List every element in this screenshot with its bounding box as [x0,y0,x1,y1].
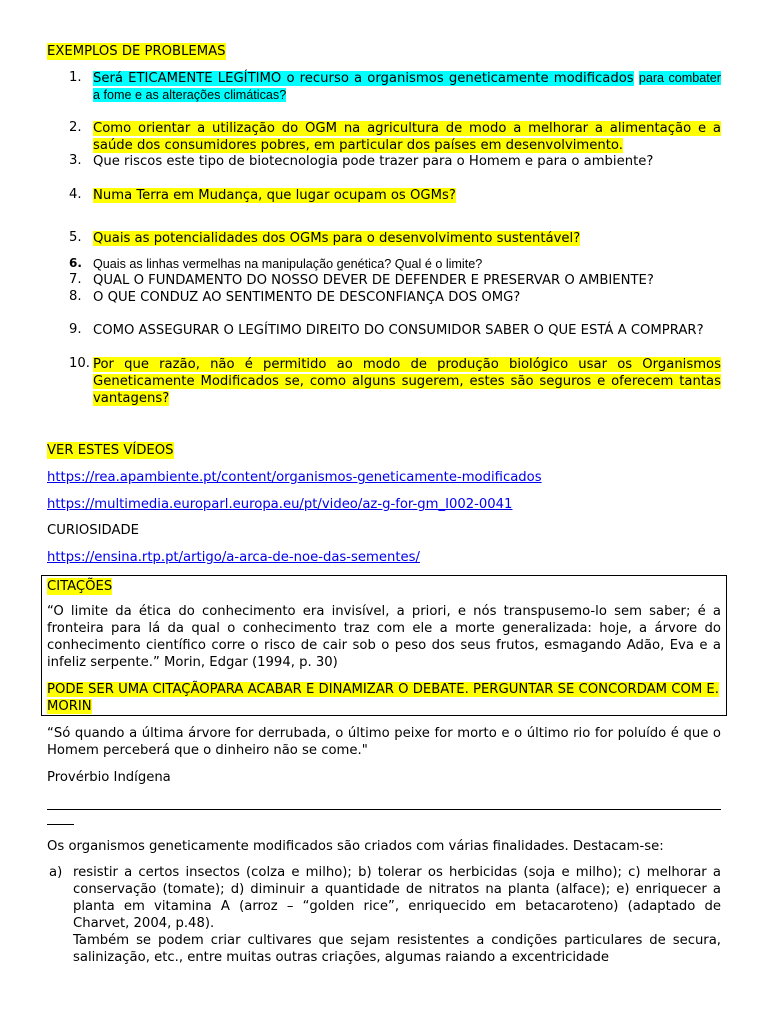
list-number: 6. [69,256,82,270]
divider-line-short [47,824,74,825]
list-number: 4. [69,187,82,202]
list-item: QUAL O FUNDAMENTO DO NOSSO DEVER DE DEFENDER E PRESERVAR O AMBIENTE? [93,273,654,288]
list-item-text: Por que razão, não é permitido ao modo de produção biológico usar os Organismos Geneticamente Modificados se, como alguns sugerem, estes são seguros e oferecem tantas vantagens? [93,357,721,406]
section-heading: EXEMPLOS DE PROBLEMAS [47,44,226,59]
list-number: 7. [69,272,82,287]
list-item [93,356,721,407]
list-label: a) [49,865,63,880]
link-rtp-ensina[interactable]: https://ensina.rtp.pt/artigo/a-arca-de-noe-das-sementes/ [47,550,420,565]
list-number: 5. [69,230,82,245]
purposes-text-more: Também se podem criar cultivares que sejam resistentes a condições particulares de secura, salinização, etc., entre muitas outras criações, algumas raiando a excentricidade [73,933,721,965]
list-number: 1. [69,70,82,85]
proverb-source: Provérbio Indígena [47,770,171,785]
link-apambiente[interactable]: https://rea.apambiente.pt/content/organismos-geneticamente-modificados [47,470,542,485]
list-item [93,230,721,247]
videos-heading: VER ESTES VÍDEOS [47,443,174,458]
list-item-text: Numa Terra em Mudança, que lugar ocupam os OGMs? [93,188,456,203]
debate-note [47,681,721,715]
list-item [93,120,721,154]
list-item: Que riscos este tipo de biotecnologia pode trazer para o Homem e para o ambiente? [93,154,654,169]
intro-text: Os organismos geneticamente modificados são criados com várias finalidades. Destacam-se: [47,839,664,854]
list-item-text-small: para combater a fome e as alterações climáticas? [93,71,722,102]
list-item [93,187,721,204]
list-item: COMO ASSEGURAR O LEGÍTIMO DIREITO DO CONSUMIDOR SABER O QUE ESTÁ A COMPRAR? [93,323,704,338]
list-number: 8. [69,289,82,304]
list-number: 2. [69,120,82,135]
list-item-text: Será ETICAMENTE LEGÍTIMO o recurso a organismos geneticamente modificados [93,71,634,86]
list-item-text: Como orientar a utilização do OGM na agricultura de modo a melhorar a alimentação e a saúde dos consumidores pobres, em particular dos países em desenvolvimento. [93,121,721,153]
list-item: O QUE CONDUZ AO SENTIMENTO DE DESCONFIANÇA DOS OMG? [93,290,521,305]
curiosity-heading: CURIOSIDADE [47,523,139,538]
list-number: 3. [69,153,82,168]
list-item [93,70,721,104]
list-item-text: Quais as potencialidades dos OGMs para o desenvolvimento sustentável? [93,231,581,246]
link-europarl-video[interactable]: https://multimedia.europarl.europa.eu/pt/video/az-g-for-gm_I002-0041 [47,497,513,512]
purposes-text-main: resistir a certos insectos (colza e milho); b) tolerar os herbicidas (soja e milho); c) melhorar a conservação (tomate); d) diminuir a quantidade de nitratos na planta (alface); e) enriquecer a planta em vitamina A (arroz – “golden rice”, enriquecido em betacaroteno) (adaptado de Charvet, 2004, p.48). [73,865,721,931]
divider-line [47,809,721,810]
purposes-text [73,864,721,966]
morin-quote: “O limite da ética do conhecimento era invisível, a priori, e nós transpusemo-lo sem saber; é a fronteira para lá da qual o conhecimento traz com ele a morte generalizada: hoje, a árvore do conhecimento científico corre o risco de cair sob o peso dos seus frutos, esmagando Adão, Eva e a infeliz serpente.” Morin, Edgar (1994, p. 30) [47,604,721,670]
proverb-quote: “Só quando a última árvore for derrubada, o último peixe for morto e o último rio for poluído é que o Homem perceberá que o dinheiro não se come." [47,726,721,758]
list-number: 9. [69,322,82,337]
list-item: Quais as linhas vermelhas na manipulação genética? Qual é o limite? [93,257,483,271]
list-number: 10. [69,356,90,371]
debate-note-text: PODE SER UMA CITAÇÃOPARA ACABAR E DINAMIZAR O DEBATE. PERGUNTAR SE CONCORDAM COM E. MORIN [47,682,719,714]
quotes-heading: CITAÇÕES [47,579,113,594]
